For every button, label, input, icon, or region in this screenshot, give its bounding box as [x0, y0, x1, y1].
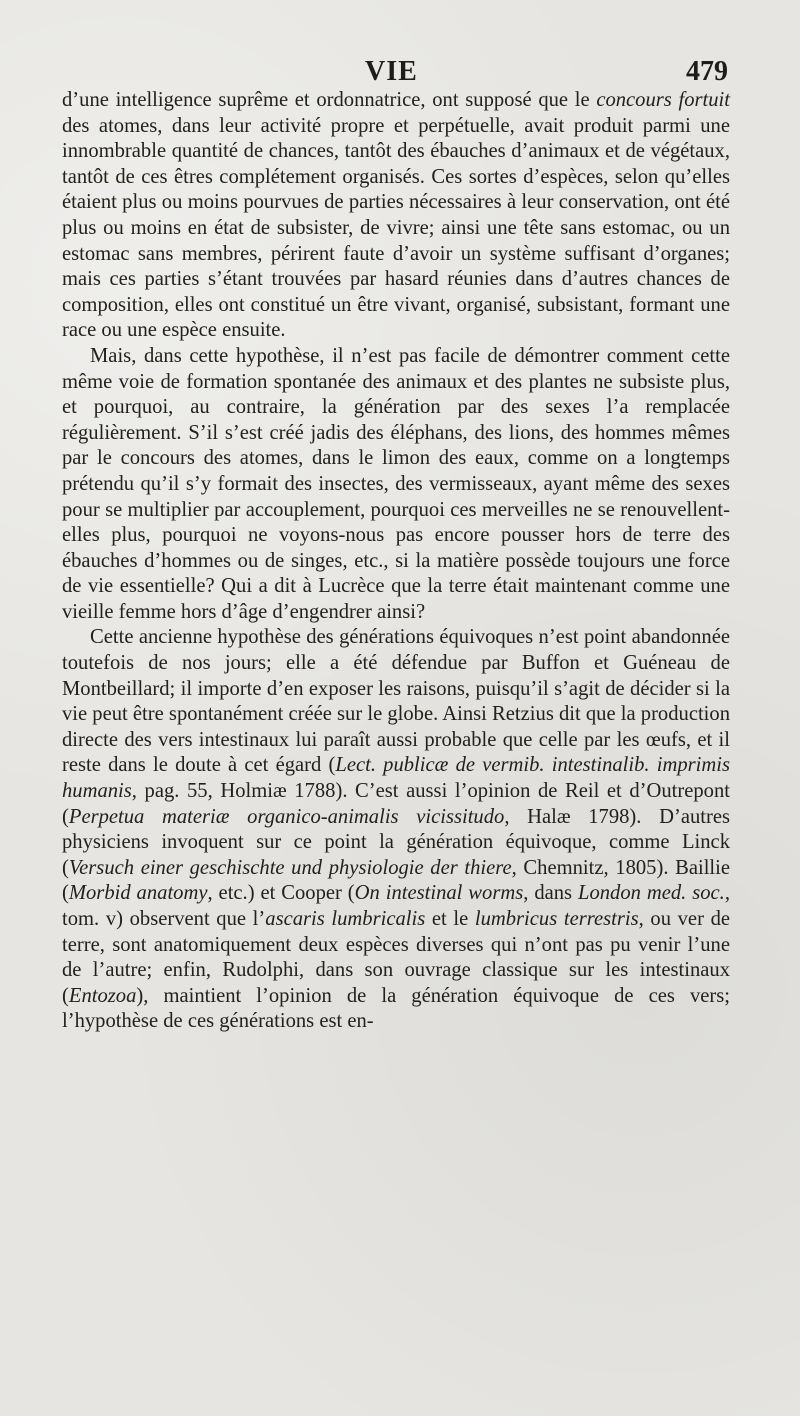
paragraph-1-italic-phrase: concours fortuit [596, 89, 730, 111]
paragraph-3-segment-19: ), maintient l’opinion de la génération équivoque de ces vers; l’hypothèse de ces générations est en- [62, 984, 730, 1033]
paragraph-3-segment-5: , Halæ 1798). D’autres physiciens invoquent sur ce point la génération équivoque, comme Linck ( [62, 805, 730, 879]
paragraph-3-italic-title-1: Lect. publicæ de vermib. intestinalib. imprimis humanis [62, 754, 730, 803]
paragraph-3-italic-name-3: Entozoa [68, 984, 137, 1007]
page-header [0, 56, 800, 88]
running-head: VIE [365, 56, 418, 87]
paragraph-3 [62, 625, 730, 1035]
paragraph-1-segment-3: des atomes, dans leur activité propre et perpétuelle, avait produit parmi une innombrable quantité de chances, tantôt des ébauches d’animaux et de végétaux, tantôt de ces êtres complétement organisés. Ces sortes d’espèces, selon qu’elles étaient plus ou moins pourvues de parties nécessaires à leur conservation, ont été plus ou moins en état de subsister, de vivre; ainsi une tête sans estomac, ou un estomac sans membres, périrent faute d’avoir un système suffisant d’organes; mais ces parties s’étant trouvées par hasard réunies dans d’autres chances de composition, elles ont constitué un être vivant, organisé, subsistant, formant une race ou une espèce ensuite. [62, 114, 730, 342]
paragraph-3-italic-title-2: Perpetua materiæ organico-animalis vicissitudo [68, 805, 505, 828]
paragraph-3-italic-title-3: Versuch einer geschischte und physiologie der thiere [68, 856, 512, 879]
paragraph-3-italic-title-5: On intestinal worms [354, 882, 524, 905]
paragraph-3-segment-7: , Chemnitz, 1805). Baillie ( [62, 856, 730, 905]
paragraph-3-segment-1: Cette ancienne hypothèse des générations équivoques n’est point abandonnée toutefois de nos jours; elle a été défendue par Buffon et Guéneau de Montbeillard; il importe d’en exposer les raisons, puisqu’il s’agit de décider si la vie peut être spontanément créée sur le globe. Ainsi Retzius dit que la production directe des vers intestinaux lui paraît aussi probable que celle par les œufs, et il reste dans le doute à cet égard ( [62, 626, 730, 777]
paragraph-2: Mais, dans cette hypothèse, il n’est pas facile de démontrer comment cette même voie de formation spontanée des animaux et des plantes ne subsiste plus, et pourquoi, au contraire, la génération par des sexes l’a remplacée régulièrement. S’il s’est créé jadis des éléphans, des lions, des hommes mêmes par le concours des atomes, dans le limon des eaux, comme on a longtemps prétendu qu’il s’y formait des insectes, des vermisseaux, ayant même des sexes pour se multiplier par accouplement, pourquoi ces merveilles ne se renouvellent-elles plus, pourquoi ne voyons-nous pas encore pousser hors de terre des ébauches d’hommes ou de singes, etc., si la matière possède toujours une force de vie essentielle? Qui a dit à Lucrèce que la terre était maintenant comme une vieille femme hors d’âge d’engendrer ainsi? [62, 344, 730, 623]
paragraph-1 [62, 88, 730, 344]
paragraph-3-italic-name-2: lumbricus terrestris [474, 908, 639, 930]
body-text [62, 88, 730, 1035]
paragraph-3-italic-name-1: ascaris lumbricalis [265, 908, 426, 930]
paragraph-1-segment-1: d’une intelligence suprême et ordonnatrice, ont supposé que le [62, 89, 597, 111]
paragraph-3-segment-15: et le [425, 908, 475, 930]
paragraph-3-italic-title-6: London med. soc. [577, 882, 725, 905]
paragraph-3-segment-11: , dans [523, 882, 578, 905]
paragraph-3-segment-13: , tom. v) observent que l’ [62, 882, 730, 930]
paragraph-3-segment-9: , etc.) et Cooper ( [207, 882, 355, 905]
paragraph-3-segment-3: , pag. 55, Holmiæ 1788). C’est aussi l’opinion de Reil et d’Outrepont ( [62, 780, 730, 828]
paragraph-3-italic-title-4: Morbid anatomy [68, 882, 208, 905]
paragraph-3-segment-17: , ou ver de terre, sont anatomiquement deux espèces diverses qui n’ont pas pu venir l’une de l’autre; enfin, Rudolphi, dans son ouvrage classique sur les intestinaux ( [62, 908, 731, 1007]
page-number: 479 [686, 56, 728, 87]
